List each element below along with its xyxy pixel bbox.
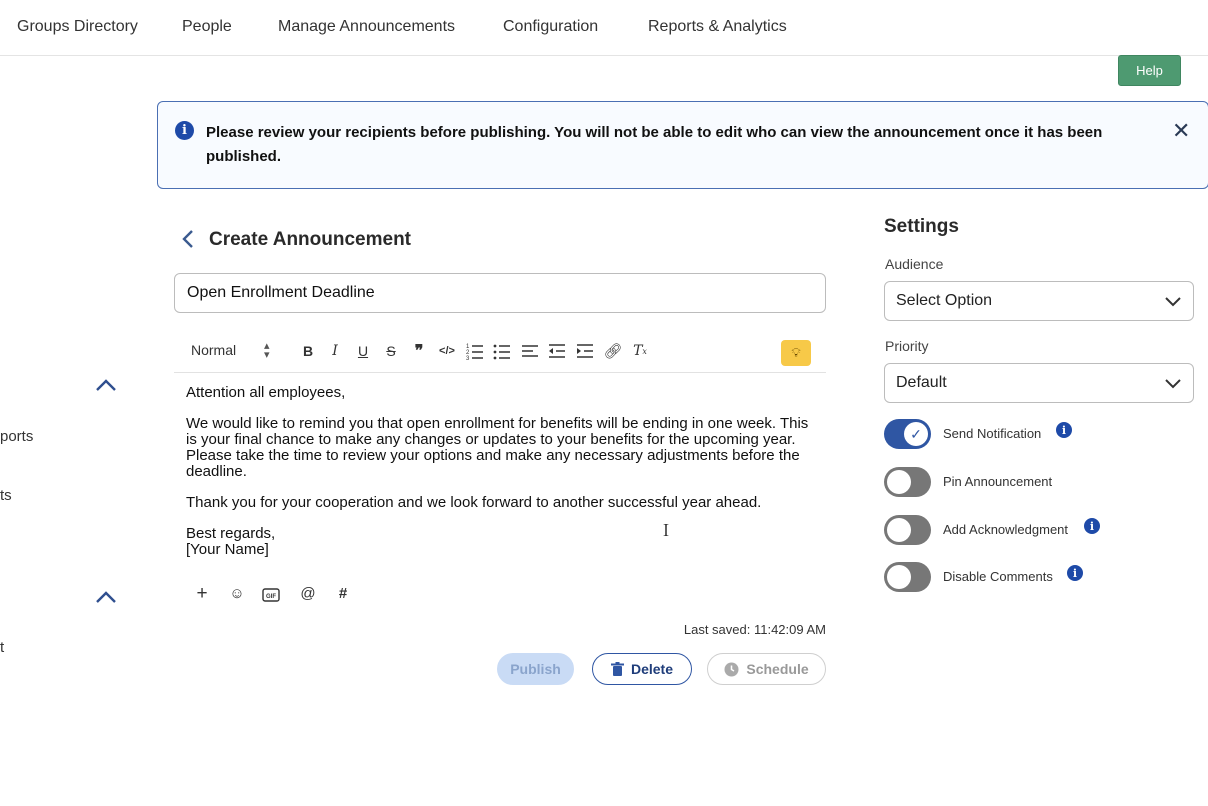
body-signature: [Your Name] [186,541,269,558]
announcement-title-input[interactable] [174,273,826,313]
disable-comments-label: Disable Comments [943,569,1053,584]
audience-label: Audience [885,256,944,272]
priority-value: Default [896,374,947,391]
chevron-down-icon [1165,377,1181,389]
chevron-down-icon [1165,295,1181,307]
clock-icon [724,662,739,677]
outdent-icon[interactable] [547,341,567,361]
gif-icon[interactable] [262,587,280,603]
recipients-alert [157,101,1208,189]
text-cursor-icon: Ｉ [658,521,675,540]
body-greeting: Attention all employees, [186,384,346,401]
info-icon[interactable]: i [1067,565,1083,581]
code-icon[interactable]: </> [439,345,455,357]
pin-announcement-label: Pin Announcement [943,474,1053,489]
priority-label: Priority [885,338,929,354]
svg-text:1: 1 [466,344,470,350]
trash-icon [611,662,624,677]
body-paragraph-1: We would like to remind you that open enrollment for benefits will be ending in one week. This is your final chance to make any changes or updates to your benefits for the upcoming year. Please take the time to review your options and make any necessary adjustments before the deadline. [186,415,809,480]
audience-value: Select Option [896,292,993,309]
nav-reports-analytics[interactable]: Reports & Analytics [648,18,787,35]
blockquote-icon[interactable]: ❞ [414,343,424,360]
hashtag-icon[interactable]: # [338,585,348,602]
close-icon[interactable]: ✕ [1172,118,1191,143]
disable-comments-row [884,562,1204,592]
priority-select[interactable] [884,363,1194,403]
alert-message: Please review your recipients before publishing. You will not be able to edit who can view the announcement once it has been published. [206,124,1103,165]
add-acknowledgment-row [884,515,1204,545]
bullet-list-icon[interactable] [492,341,512,361]
send-notification-row [884,419,1204,449]
mention-icon[interactable]: @ [300,585,316,602]
rich-text-editor [174,335,826,615]
body-signoff: Best regards, [186,525,276,542]
delete-label: Delete [630,661,674,677]
align-icon[interactable] [520,341,540,361]
format-caret-icon[interactable]: ▴ ▾ [264,340,270,361]
settings-title: Settings [884,216,959,237]
pin-announcement-row [884,467,1204,497]
sidebar-item-reports[interactable]: ports [0,428,34,445]
nav-manage-announcements[interactable]: Manage Announcements [278,18,456,35]
svg-text:2: 2 [466,350,470,356]
editor-toolbar [174,335,826,373]
indent-icon[interactable] [575,341,595,361]
check-icon: ✓ [904,422,928,446]
publish-button[interactable] [497,653,574,685]
publish-label: Publish [510,661,561,677]
italic-icon[interactable]: I [332,343,338,359]
help-button[interactable]: Help [1118,55,1181,86]
schedule-button[interactable] [707,653,826,685]
body-paragraph-2: Thank you for your cooperation and we look forward to another successful year ahead. [186,494,762,511]
info-icon[interactable]: i [1056,422,1072,438]
ordered-list-icon[interactable] [465,341,485,361]
toggle-knob [887,565,911,589]
svg-text:3: 3 [466,356,470,361]
bold-icon[interactable]: B [302,343,314,359]
nav-groups-directory[interactable]: Groups Directory [17,18,138,35]
top-nav [0,0,1208,56]
pin-announcement-toggle[interactable] [884,467,931,497]
send-notification-label: Send Notification [943,426,1042,441]
back-chevron-icon[interactable] [181,229,195,249]
format-select[interactable]: Normal [191,342,237,358]
last-saved-status: Last saved: 11:42:09 AM [683,622,826,637]
editor-body[interactable] [186,385,816,558]
audience-select[interactable] [884,281,1194,321]
sidebar-item-fragment[interactable]: t [0,639,5,656]
send-notification-toggle[interactable] [884,419,931,449]
info-icon[interactable]: i [1084,518,1100,534]
chevron-up-icon[interactable] [95,378,117,392]
info-icon: i [175,121,194,140]
strikethrough-icon[interactable]: S [386,343,396,359]
chevron-up-icon[interactable] [95,590,117,604]
emoji-icon[interactable]: ☺ [229,585,245,602]
lightbulb-icon[interactable]: 💡︎ [781,340,811,366]
add-acknowledgment-toggle[interactable] [884,515,931,545]
link-icon[interactable]: 🔗︎ [603,343,623,360]
add-icon[interactable]: + [196,583,208,604]
add-acknowledgment-label: Add Acknowledgment [943,522,1069,537]
underline-icon[interactable]: U [357,343,369,359]
nav-configuration[interactable]: Configuration [503,18,599,35]
toggle-knob [887,518,911,542]
svg-text:GIF: GIF [266,594,276,600]
nav-people[interactable]: People [182,18,232,35]
toggle-knob [887,470,911,494]
sidebar-item-analytics[interactable]: ts [0,487,12,504]
clear-format-icon[interactable]: T x [633,343,647,359]
schedule-label: Schedule [746,661,809,677]
delete-button[interactable] [592,653,692,685]
disable-comments-toggle[interactable] [884,562,931,592]
page-title: Create Announcement [209,229,411,250]
